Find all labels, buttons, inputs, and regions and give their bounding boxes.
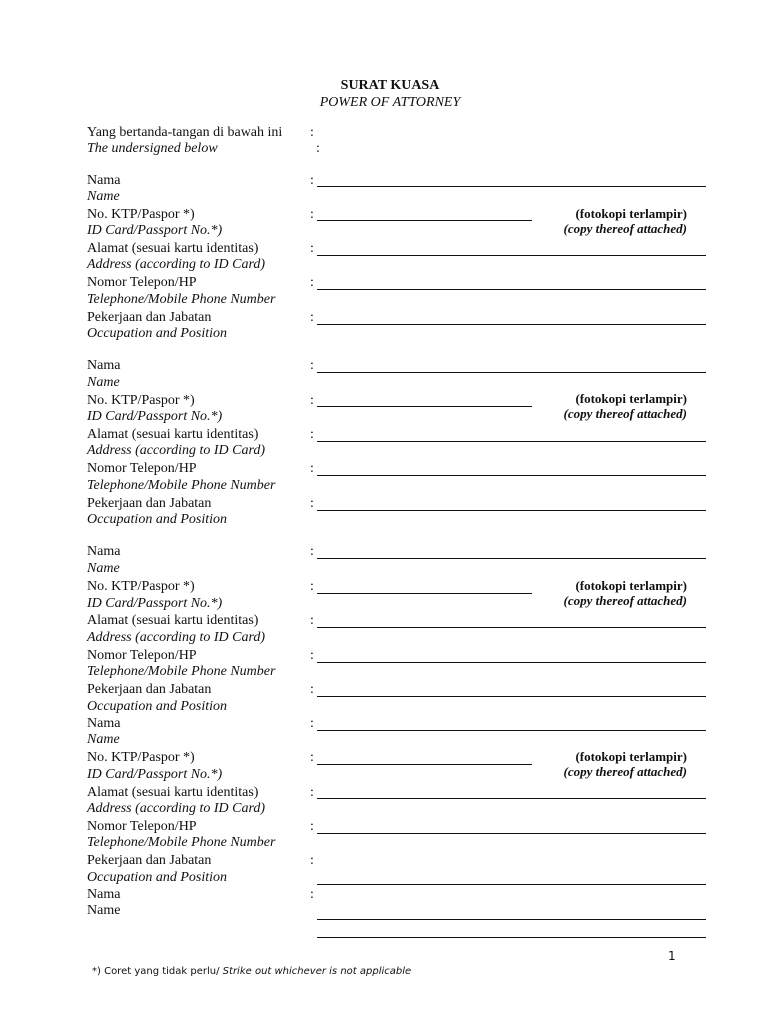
name-label-id: Nama [87,716,121,731]
name-colon: : [310,173,314,188]
idcard-field-line[interactable] [317,406,532,407]
phone-field-line[interactable] [317,289,706,290]
intro-colon: : [310,125,314,140]
idcard-label-id: No. KTP/Paspor *) [87,750,195,765]
copy-note-id: (fotokopi terlampir) [575,578,687,593]
idcard-field-line[interactable] [317,220,532,221]
address-label-id: Alamat (sesuai kartu identitas) [87,613,259,628]
footnote-en: Strike out whichever is not applicable [222,966,412,977]
phone-colon: : [310,648,314,663]
job-label-en: Occupation and Position [87,326,227,341]
idcard-field-line[interactable] [317,593,532,594]
name-field-line[interactable] [317,372,706,373]
idcard-colon: : [310,579,314,594]
idcard-field-line[interactable] [317,764,532,765]
name-colon: : [310,887,314,902]
name-colon: : [310,358,314,373]
phone-label-id: Nomor Telepon/HP [87,461,197,476]
document-subtitle: POWER OF ATTORNEY [319,95,461,110]
name-field-line[interactable] [317,919,706,920]
name-label-id: Nama [87,173,121,188]
idcard-label-en: ID Card/Passport No.*) [87,596,223,611]
footnote [92,965,411,978]
name-field-line[interactable] [317,730,706,731]
title-block [0,78,768,111]
address-label-id: Alamat (sesuai kartu identitas) [87,241,259,256]
job-label-en: Occupation and Position [87,699,227,714]
intro-colon-en: : [316,141,320,156]
intro-label-en: The undersigned below [87,141,218,156]
job-label-id: Pekerjaan dan Jabatan [87,310,212,325]
job-label-en: Occupation and Position [87,870,227,885]
address-label-id: Alamat (sesuai kartu identitas) [87,427,259,442]
idcard-colon: : [310,750,314,765]
address-label-en: Address (according to ID Card) [87,801,266,816]
name-label-en: Name [87,189,120,204]
job-label-id: Pekerjaan dan Jabatan [87,496,212,511]
copy-note-en: (copy thereof attached) [563,406,687,421]
name-label-id: Nama [87,358,121,373]
address-label-id: Alamat (sesuai kartu identitas) [87,785,259,800]
phone-label-en: Telephone/Mobile Phone Number [87,478,276,493]
address-label-en: Address (according to ID Card) [87,257,266,272]
footnote-id: *) Coret yang tidak perlu/ [92,966,220,977]
phone-label-en: Telephone/Mobile Phone Number [87,835,276,850]
idcard-label-id: No. KTP/Paspor *) [87,207,195,222]
address-label-en: Address (according to ID Card) [87,443,266,458]
job-label-en: Occupation and Position [87,512,227,527]
copy-note-en: (copy thereof attached) [563,764,687,779]
job-colon: : [310,310,314,325]
copy-note-id: (fotokopi terlampir) [575,206,687,221]
extra-field-line[interactable] [317,937,706,938]
phone-colon: : [310,461,314,476]
intro-label-id: Yang bertanda-tangan di bawah ini [87,125,283,140]
name-label-en: Name [87,561,120,576]
phone-label-id: Nomor Telepon/HP [87,275,197,290]
phone-label-en: Telephone/Mobile Phone Number [87,292,276,307]
job-field-line[interactable] [317,324,706,325]
address-colon: : [310,427,314,442]
copy-note-en: (copy thereof attached) [563,221,687,236]
job-label-id: Pekerjaan dan Jabatan [87,853,212,868]
address-colon: : [310,613,314,628]
idcard-label-id: No. KTP/Paspor *) [87,579,195,594]
phone-label-en: Telephone/Mobile Phone Number [87,664,276,679]
copy-note-id: (fotokopi terlampir) [575,749,687,764]
phone-field-line[interactable] [317,833,706,834]
address-field-line[interactable] [317,627,706,628]
phone-label-id: Nomor Telepon/HP [87,648,197,663]
job-colon: : [310,682,314,697]
idcard-colon: : [310,207,314,222]
job-label-id: Pekerjaan dan Jabatan [87,682,212,697]
page-number: 1 [668,949,676,963]
copy-note-id: (fotokopi terlampir) [575,391,687,406]
idcard-colon: : [310,393,314,408]
phone-field-line[interactable] [317,662,706,663]
phone-colon: : [310,819,314,834]
name-label-id: Nama [87,544,121,559]
idcard-label-en: ID Card/Passport No.*) [87,409,223,424]
copy-note-en: (copy thereof attached) [563,593,687,608]
name-field-line[interactable] [317,558,706,559]
name-label-id: Nama [87,887,121,902]
phone-label-id: Nomor Telepon/HP [87,819,197,834]
job-colon: : [310,853,314,868]
address-field-line[interactable] [317,255,706,256]
job-field-line[interactable] [317,696,706,697]
document-title: SURAT KUASA [340,78,440,93]
name-colon: : [310,716,314,731]
address-field-line[interactable] [317,441,706,442]
name-field-line[interactable] [317,186,706,187]
job-field-line[interactable] [317,884,706,885]
job-field-line[interactable] [317,510,706,511]
name-colon: : [310,544,314,559]
address-colon: : [310,785,314,800]
address-colon: : [310,241,314,256]
address-label-en: Address (according to ID Card) [87,630,266,645]
name-label-en: Name [87,375,120,390]
phone-colon: : [310,275,314,290]
name-label-en: Name [87,732,120,747]
idcard-label-en: ID Card/Passport No.*) [87,767,223,782]
idcard-label-en: ID Card/Passport No.*) [87,223,223,238]
phone-field-line[interactable] [317,475,706,476]
idcard-label-id: No. KTP/Paspor *) [87,393,195,408]
address-field-line[interactable] [317,798,706,799]
name-label-en-upright: Name [87,903,121,918]
job-colon: : [310,496,314,511]
